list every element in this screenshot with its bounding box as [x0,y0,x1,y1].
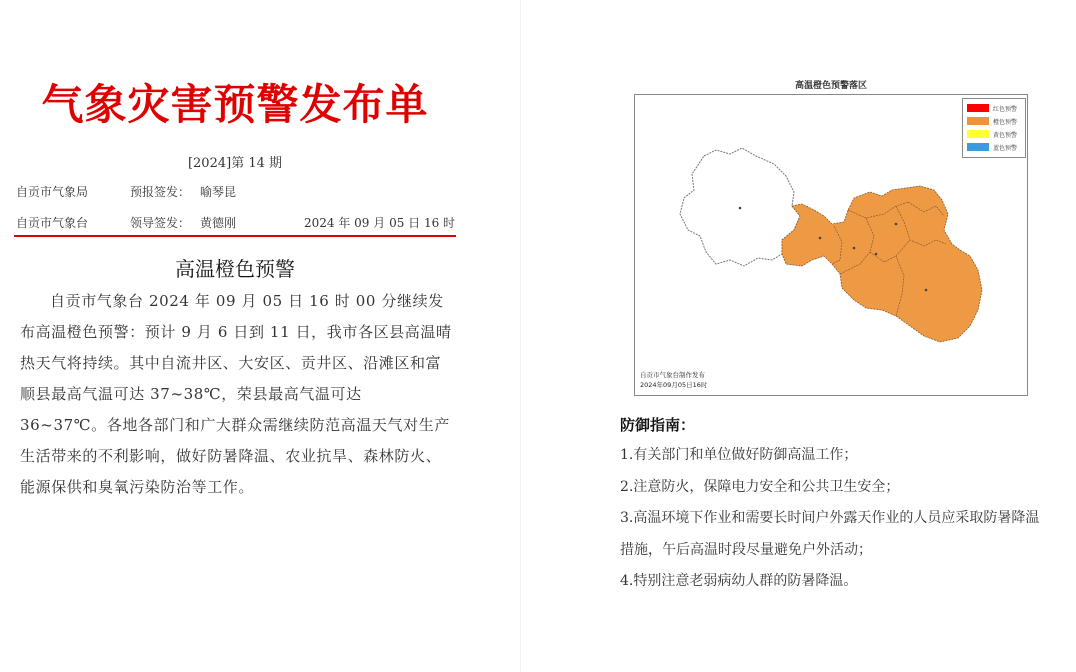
legend-label: 黄色预警 [993,131,1018,139]
document-title: 气象灾害预警发布单 [41,80,429,129]
guide-item: 2.注意防火，保障电力安全和公共卫生安全； [620,478,900,495]
map-region-warned [782,186,982,342]
guide-item: 4.特别注意老弱病幼人群的防暑降温。 [620,573,858,589]
legend-swatch-yellow [967,130,989,138]
issue-number: [2024]第 14 期 [187,156,283,171]
map-credit-producer: 自贡市气象台制作发布 [640,371,705,379]
map-credit-time: 2024年09月05日16时 [640,381,708,389]
legend-swatch-blue [967,143,989,151]
warning-title: 高温橙色预警 [175,257,295,281]
legend-swatch-red [967,104,989,112]
legend-item [967,103,1017,113]
observatory-name: 自贡市气象台 [16,216,89,230]
map-title: 高温橙色预警落区 [794,81,867,91]
guide-item: 3.高温环境下作业和需要长时间户外露天作业的人员应采取防暑降温措施，午后高温时段尽量避免户外活动； [620,510,1040,558]
legend-item [967,129,1017,139]
legend-item [967,142,1017,152]
legend-swatch-orange [967,117,989,125]
legend-item [967,116,1017,126]
issue-time: 2024 年 09 月 05 日 16 时 [304,216,456,230]
legend-label: 红色预警 [993,105,1018,113]
guide-item: 1.有关部门和单位做好防御高温工作； [620,447,858,463]
legend-label: 橙色预警 [993,118,1018,126]
leader-signer: 黄德刚 [200,216,237,230]
forecast-signer: 喻琴昆 [200,185,237,199]
bureau-name: 自贡市气象局 [16,185,89,199]
guide-title: 防御指南： [620,416,696,434]
legend-label: 蓝色预警 [993,144,1018,152]
page-divider [520,0,521,672]
guide-list [620,440,1040,598]
leader-signer-label: 领导签发： [130,216,191,230]
warning-body-text: 自贡市气象台 2024 年 09 月 05 日 16 时 00 分继续发布高温橙色预警：预计 9 月 6 日到 11 日，我市各区县高温晴热天气将持续。其中自流井区、大安区、贡井区、沿滩区和富顺县最高气温可达 37~38℃，荣县最高气温可达 36~37℃。各地各部门和广大群众需继续防范高温天气对生产生活带来的不利影响，做好防暑降温、农业抗旱、森林防火、能源保供和臭氧污染防治等工作。 [20,292,452,496]
red-separator-line [14,235,456,237]
forecast-signer-label: 预报签发： [130,185,191,199]
map-legend [962,98,1026,158]
